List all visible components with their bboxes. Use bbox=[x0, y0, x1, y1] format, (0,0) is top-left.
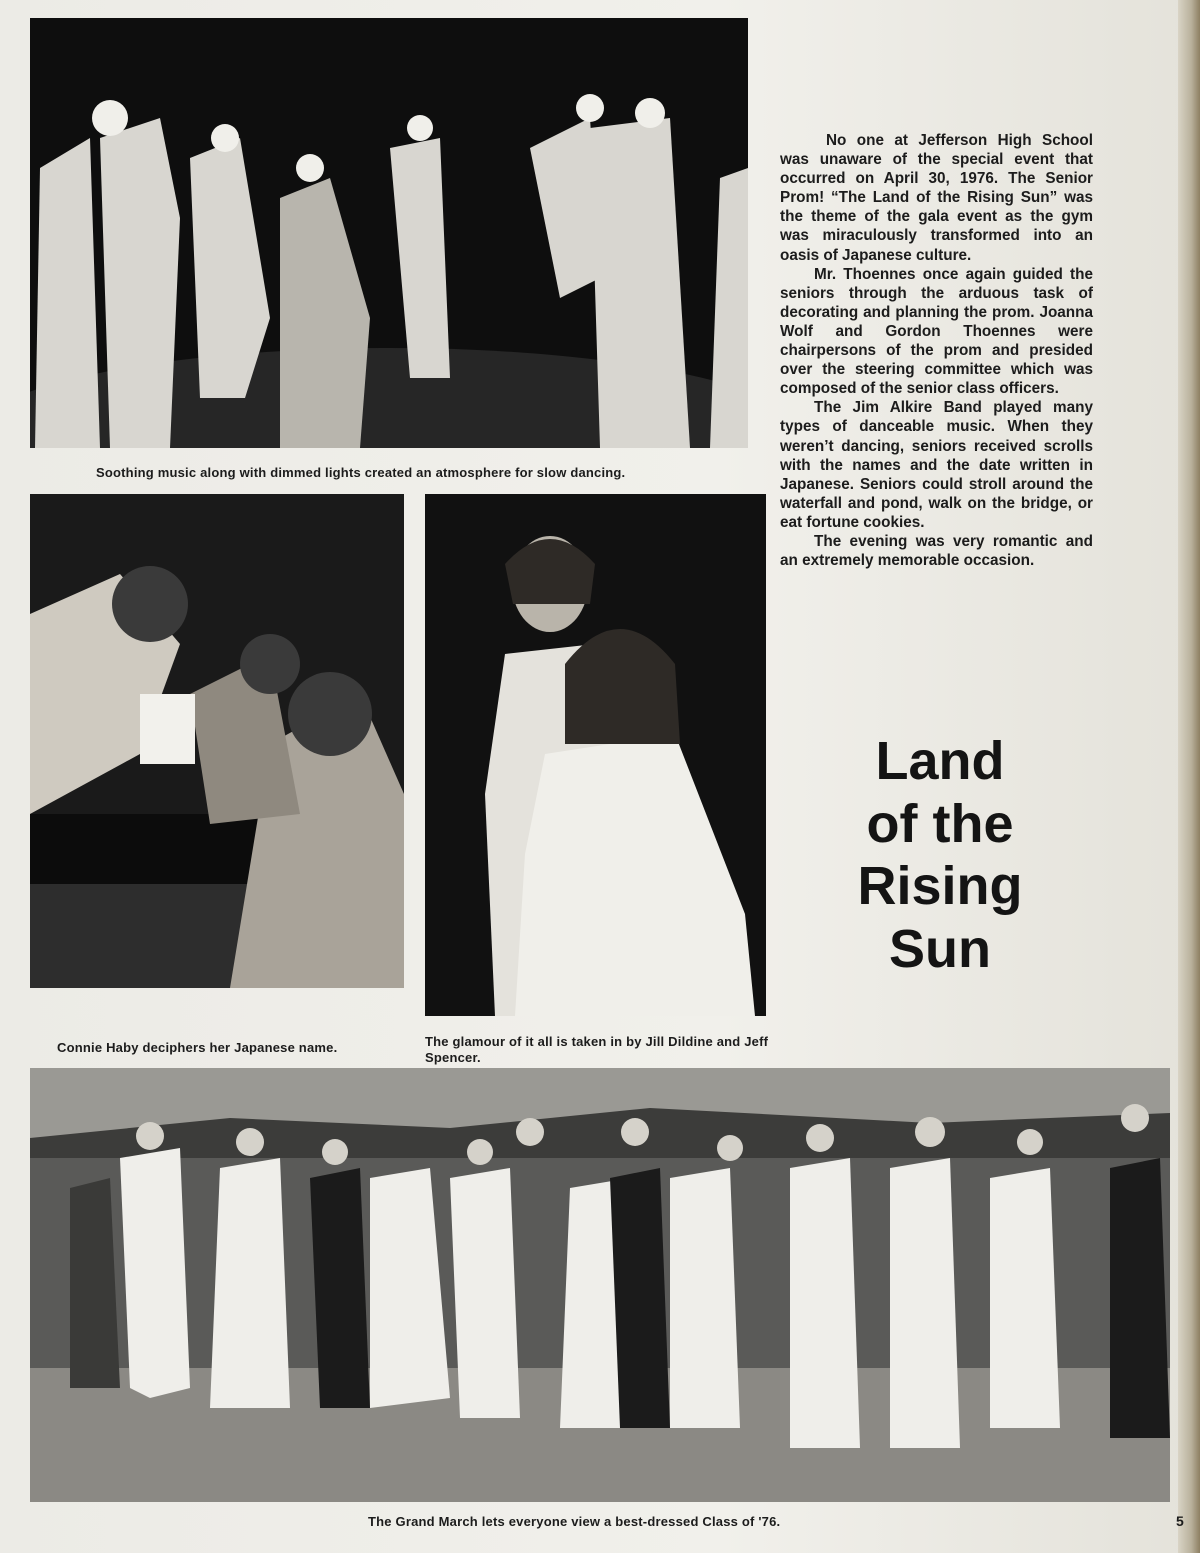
caption-japanese-name: Connie Haby deciphers her Japanese name. bbox=[57, 1040, 338, 1055]
title-line: Sun bbox=[889, 918, 991, 979]
caption-grand-march: The Grand March lets everyone view a best-dressed Class of '76. bbox=[368, 1514, 781, 1529]
title-line: of the bbox=[866, 793, 1014, 854]
photo-slow-dancing bbox=[30, 18, 748, 448]
page-number: 5 bbox=[1176, 1513, 1184, 1529]
photo-grand-march bbox=[30, 1068, 1170, 1502]
photo-japanese-name bbox=[30, 494, 404, 988]
title-line: Rising bbox=[857, 856, 1023, 916]
article-title bbox=[790, 730, 1090, 980]
article-paragraph: Mr. Thoennes once again guided the seniors through the arduous task of decorating and planning the prom. Joanna Wolf and Gordon Thoennes were chairpersons of the prom and presided over the steering committee which was composed of the senior class officers. bbox=[780, 265, 1093, 398]
article-paragraph: No one at Jefferson High School was unaware of the special event that occurred on April 30, 1976. The Senior Prom! “The Land of the Rising Sun” was the theme of the gala event as the gym was miraculously transformed into an oasis of Japanese culture. bbox=[780, 132, 1093, 264]
article-paragraph: The evening was very romantic and an extremely memorable occasion. bbox=[780, 532, 1093, 570]
caption-glamour: The glamour of it all is taken in by Jill Dildine and Jeff Spencer. bbox=[425, 1034, 769, 1065]
caption-slow-dancing: Soothing music along with dimmed lights created an atmosphere for slow dancing. bbox=[96, 465, 626, 480]
article-body bbox=[780, 131, 1093, 570]
page-edge bbox=[1178, 0, 1200, 1553]
photo-glamour bbox=[425, 494, 766, 1016]
title-line: Land bbox=[875, 731, 1005, 791]
article-paragraph: The Jim Alkire Band played many types of danceable music. When they weren’t dancing, seniors received scrolls with the names and the date written in Japanese. Seniors could stroll around the waterfall and pond, walk on the bridge, or eat fortune cookies. bbox=[780, 399, 1093, 531]
